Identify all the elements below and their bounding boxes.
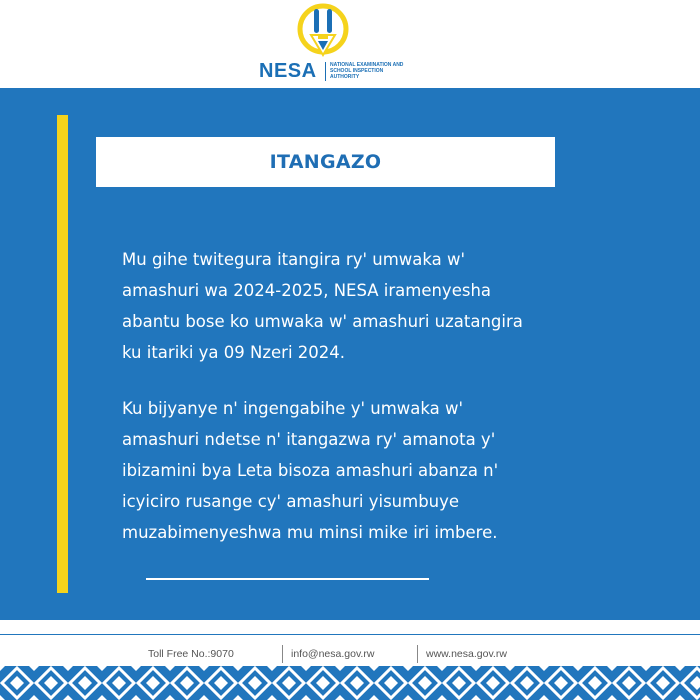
footer-separator [282,645,283,663]
title-box [96,137,555,187]
logo-divider [325,62,326,81]
footer-divider [0,634,700,635]
email-link[interactable]: info@nesa.gov.rw [291,648,375,660]
announcement-panel [0,88,700,620]
announcement-paragraph-2: Ku bijyanye n' ingengabihe y' umwaka w' amashuri ndetse n' itangazwa ry' amanota y' ibizamini bya Leta bisoza amashuri abanza n' icyiciro rusange cy' amashuri yisumbuye muzabimenyeshwa mu minsi mike iri imbere. [122,399,499,542]
decorative-pattern [0,666,700,700]
toll-free-number: Toll Free No.:9070 [148,648,234,660]
footer-separator [417,645,418,663]
closing-rule [146,578,429,580]
website-link[interactable]: www.nesa.gov.rw [426,648,507,660]
announcement-paragraph-1: Mu gihe twitegura itangira ry' umwaka w' amashuri wa 2024-2025, NESA iramenyesha abantu bose ko umwaka w' amashuri uzatangira ku itariki ya 09 Nzeri 2024. [122,250,523,362]
header [0,0,700,88]
announcement-title: ITANGAZO [269,151,382,173]
accent-bar [57,115,68,593]
nesa-emblem-icon [296,3,350,63]
logo-wordmark: NESA [259,60,317,82]
footer-contacts [0,645,700,663]
logo-tagline: NATIONAL EXAMINATION AND SCHOOL INSPECTION AUTHORITY [330,62,404,80]
